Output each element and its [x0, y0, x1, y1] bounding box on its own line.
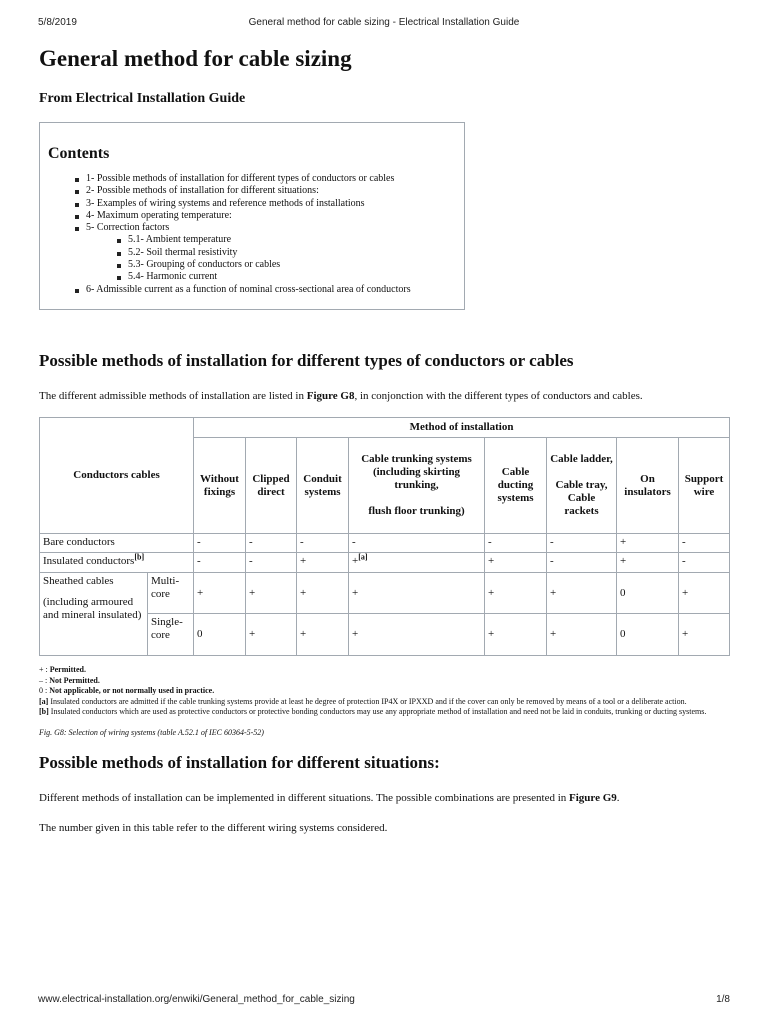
conductors-cables-header: Conductors cables — [40, 418, 194, 534]
figure-caption: Fig. G8: Selection of wiring systems (table A.52.1 of IEC 60364-5-52) — [39, 727, 264, 737]
table-cell: - — [679, 553, 730, 573]
table-cell: + — [297, 573, 349, 614]
page-title: General method for cable sizing — [39, 46, 352, 71]
print-title: General method for cable sizing - Electrical Installation Guide — [248, 17, 520, 28]
figure-g8-link[interactable]: Figure G8 — [306, 390, 355, 402]
col-cable-trunking — [349, 438, 485, 534]
col-cable-ladder — [547, 438, 617, 534]
table-cell: - — [485, 534, 547, 553]
note-not-permitted-text: Not Permitted. — [49, 675, 100, 685]
col-conduit-systems: Conduit systems — [297, 438, 349, 534]
table-row — [40, 573, 730, 614]
section1-text-a: The different admissible methods of installation are listed in — [39, 390, 307, 402]
col-ladder-line2: Cable tray, Cable rackets — [555, 479, 608, 517]
table-cell: + — [679, 573, 730, 614]
table-cell: - — [547, 534, 617, 553]
note-na-key: 0 : — [39, 686, 48, 695]
table-cell: - — [246, 553, 297, 573]
print-page-number: 1/8 — [716, 994, 730, 1005]
table-cell: - — [679, 534, 730, 553]
installation-methods-table — [39, 417, 730, 656]
table-row — [40, 534, 730, 553]
note-not-applicable — [39, 686, 729, 697]
sheathed-label: Sheathed cables — [43, 575, 114, 587]
table-cell: + — [547, 573, 617, 614]
section2-heading: Possible methods of installation for different situations: — [39, 752, 440, 772]
toc-subitem-5-1[interactable]: 5.1- Ambient temperature — [128, 234, 456, 246]
table-cell: - — [246, 534, 297, 553]
toc-subitem-5-4[interactable]: 5.4- Harmonic current — [128, 271, 456, 283]
section2-paragraph-2: The number given in this table refer to the different wiring systems considered. — [39, 821, 388, 834]
table-cell: - — [194, 553, 246, 573]
print-footer — [38, 994, 730, 1008]
table-cell: - — [547, 553, 617, 573]
section1-heading: Possible methods of installation for different types of conductors or cables — [39, 351, 574, 370]
col-without-fixings: Without fixings — [194, 438, 246, 534]
note-a-ref[interactable]: [a] — [358, 552, 368, 562]
table-cell: + — [297, 553, 349, 573]
table-cell: + — [617, 553, 679, 573]
note-permitted-key: + : — [39, 665, 48, 674]
toc-subitem-5-2[interactable]: 5.2- Soil thermal resistivity — [128, 247, 456, 259]
article — [39, 44, 729, 835]
col-cable-ducting: Cable ducting systems — [485, 438, 547, 534]
table-cell: + — [547, 614, 617, 656]
row-label-insulated — [40, 553, 194, 573]
toc-subitem-5-3[interactable]: 5.3- Grouping of conductors or cables — [128, 259, 456, 271]
toc-sublist — [86, 234, 456, 283]
note-a-text: Insulated conductors are admitted if the cable trunking systems provide at least he degree of protection IP4X or IPXXD and if the cover can only be removed by means of a tool or a deliberate action. — [50, 696, 687, 706]
note-permitted — [39, 665, 729, 676]
toc-title: Contents — [48, 145, 110, 162]
table-cell: - — [297, 534, 349, 553]
table-cell: + — [485, 614, 547, 656]
row-label-bare: Bare conductors — [40, 534, 194, 553]
toc-item-1[interactable]: 1- Possible methods of installation for different types of conductors or cables — [86, 173, 456, 185]
page-subtitle: From Electrical Installation Guide — [39, 91, 246, 106]
print-header — [38, 17, 730, 31]
section2-paragraph-1 — [39, 791, 729, 805]
section1-text-b: , in conjonction with the different types of conductors and cables. — [354, 390, 643, 402]
note-na-text: Not applicable, or not normally used in practice. — [49, 686, 215, 695]
print-date: 5/8/2019 — [38, 17, 77, 28]
table-notes — [39, 665, 729, 718]
col-trunking-line2: flush floor trunking) — [368, 505, 465, 517]
table-of-contents — [39, 122, 465, 310]
toc-item-6[interactable]: 6- Admissible current as a function of nominal cross-sectional area of conductors — [86, 284, 456, 296]
note-b — [39, 707, 729, 718]
toc-item-5[interactable] — [86, 222, 456, 283]
note-a — [39, 697, 729, 708]
row-label-sheathed — [40, 573, 148, 656]
table-cell — [349, 553, 485, 573]
note-a-key: [a] — [39, 696, 49, 706]
table-cell: + — [485, 573, 547, 614]
table-cell: 0 — [617, 614, 679, 656]
trunking-cell-value: + — [352, 555, 359, 567]
table-cell: + — [297, 614, 349, 656]
method-header: Method of installation — [194, 418, 730, 438]
table-cell: + — [485, 553, 547, 573]
note-not-permitted — [39, 676, 729, 687]
note-not-permitted-key: – : — [39, 675, 48, 685]
table-row — [40, 553, 730, 573]
note-b-key: [b] — [39, 707, 49, 716]
toc-list — [48, 173, 456, 296]
col-support-wire: Support wire — [679, 438, 730, 534]
toc-item-2[interactable]: 2- Possible methods of installation for different situations: — [86, 185, 456, 197]
table-cell: 0 — [617, 573, 679, 614]
toc-item-4[interactable]: 4- Maximum operating temperature: — [86, 210, 456, 222]
table-cell: + — [349, 573, 485, 614]
col-trunking-line1: Cable trunking systems (including skirting trunking, — [361, 453, 472, 491]
insulated-label: Insulated conductors — [43, 555, 135, 567]
section1-paragraph — [39, 389, 729, 403]
section2-text-a: Different methods of installation can be implemented in different situations. The possible combinations are presented in — [39, 791, 570, 804]
table-cell: + — [194, 573, 246, 614]
toc-item-5-label[interactable]: 5- Correction factors — [86, 222, 170, 234]
section2-text-b: . — [616, 791, 620, 804]
col-on-insulators: On insulators — [617, 438, 679, 534]
row-label-singlecore: Single-core — [148, 614, 194, 656]
toc-item-3[interactable]: 3- Examples of wiring systems and reference methods of installations — [86, 198, 456, 210]
col-ladder-line1: Cable ladder, — [550, 453, 613, 465]
note-b-text: Insulated conductors which are used as protective conductors or protective bonding conductors may use any appropriate method of installation and need not be laid in conduits, trunking or ducting systems. — [50, 707, 707, 716]
table-cell: 0 — [194, 614, 246, 656]
note-permitted-text: Permitted. — [49, 665, 86, 674]
print-url: www.electrical-installation.org/enwiki/General_method_for_cable_sizing — [38, 994, 355, 1005]
table-cell: + — [246, 614, 297, 656]
table-cell: - — [194, 534, 246, 553]
table-cell: + — [617, 534, 679, 553]
table-cell: + — [679, 614, 730, 656]
figure-g9-link[interactable]: Figure G9 — [569, 791, 617, 804]
table-cell: + — [349, 614, 485, 656]
row-label-multicore: Multi-core — [148, 573, 194, 614]
col-clipped-direct: Clipped direct — [246, 438, 297, 534]
table-cell: + — [246, 573, 297, 614]
sheathed-note: (including armoured and mineral insulated) — [43, 596, 142, 621]
table-cell: - — [349, 534, 485, 553]
note-b-ref[interactable]: [b] — [134, 552, 145, 562]
